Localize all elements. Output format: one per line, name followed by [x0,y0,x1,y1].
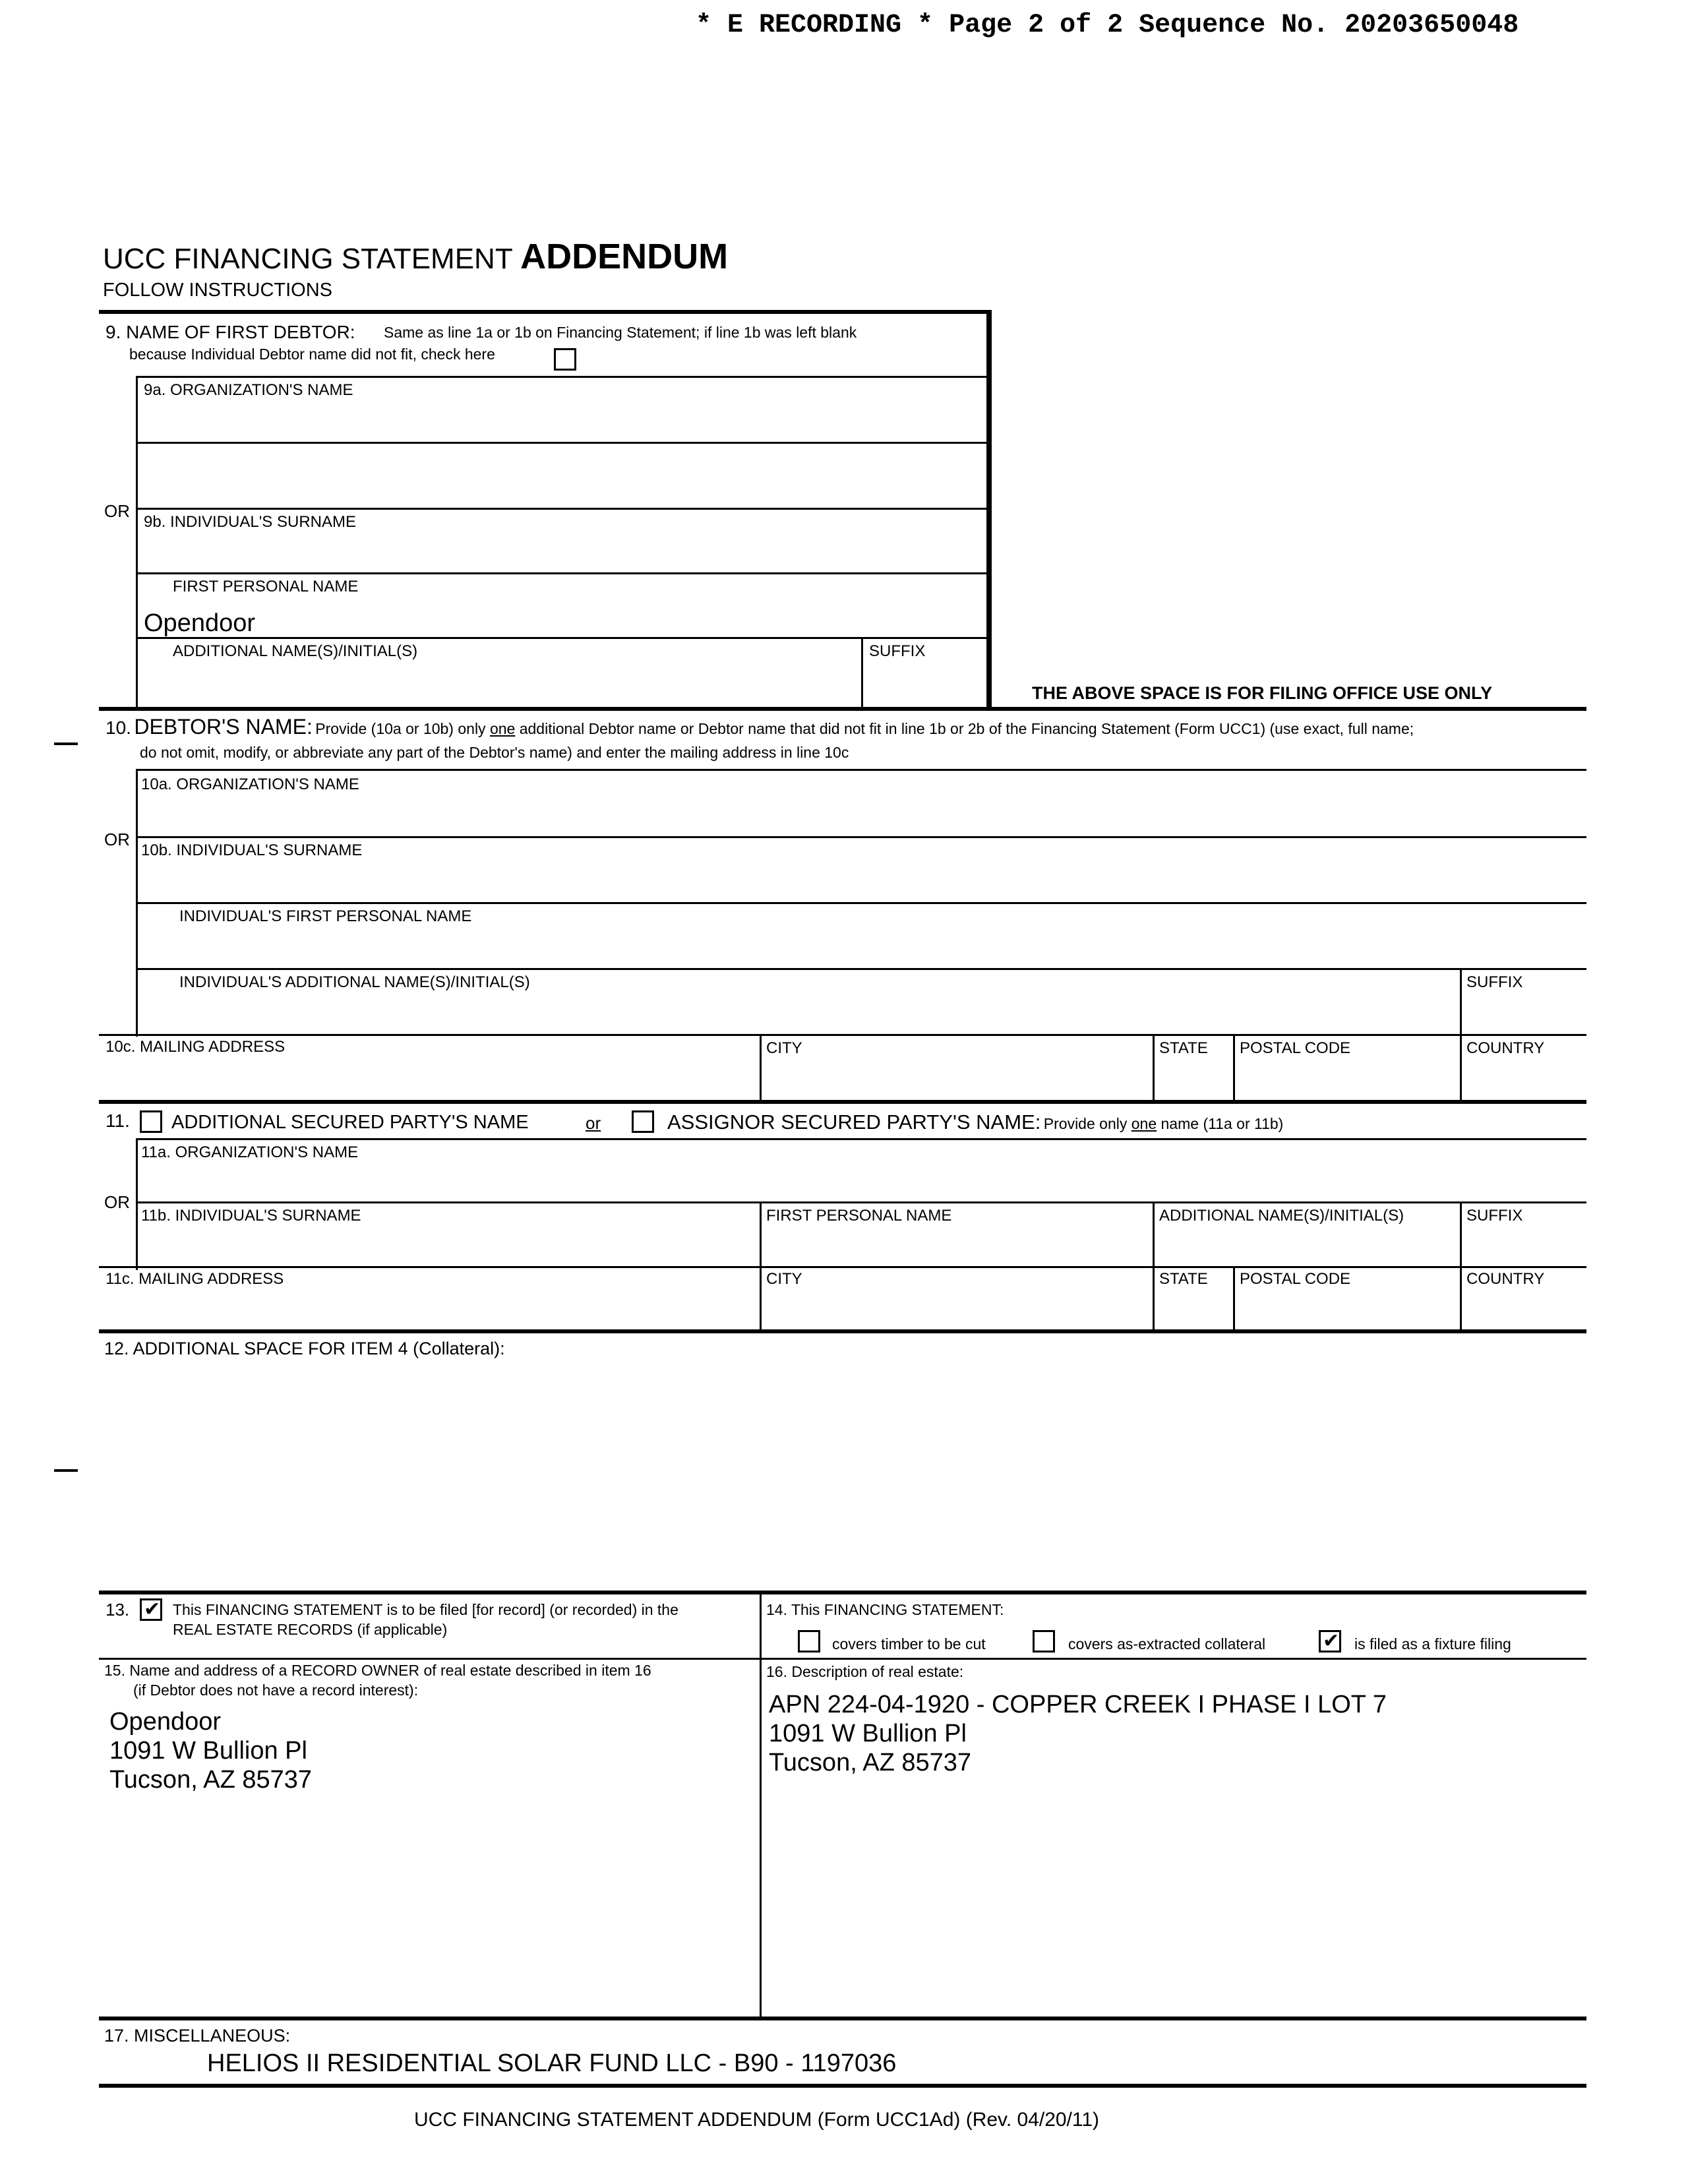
s10-title-line [106,715,1414,739]
s9-instructions-1: Same as line 1a or 1b on Financing Statement; if line 1b was left blank [384,324,857,341]
s11-top-rule [99,1100,1586,1104]
s11-postal-divider [1233,1266,1235,1332]
s10-rule-first [136,902,1586,904]
s15-top-rule [99,1658,1586,1660]
form-title-text: UCC FINANCING STATEMENT [103,243,512,275]
s11-state-divider [1153,1266,1155,1332]
s10-suffix-divider [1460,968,1462,1037]
s9-check-box[interactable] [554,348,576,371]
s13-real-estate-checkbox[interactable] [140,1598,162,1621]
s9-rule-9b [136,508,988,510]
s10-instr-b: additional Debtor name or Debtor name that did not fit in line 1b or 2b of the Financing Statement (Form UCC1) (use exact, full name; [515,720,1414,737]
s9-first-name-label: FIRST PERSONAL NAME [173,578,359,595]
s10-rule-10b [136,836,1586,838]
s10-state-label: STATE [1159,1039,1208,1057]
s10-country-divider [1460,1034,1462,1103]
s11-suffix-divider [1460,1201,1462,1267]
s11-state-label: STATE [1159,1270,1208,1288]
s10-or: OR [104,830,130,849]
s10-first-name-label: INDIVIDUAL'S FIRST PERSONAL NAME [179,907,472,925]
s17-top-rule [99,2017,1586,2020]
s11-instr-b: name (11a or 11b) [1157,1115,1284,1132]
s11a-label: 11a. ORGANIZATION'S NAME [141,1143,359,1161]
s11-additional-label: ADDITIONAL SECURED PARTY'S NAME [171,1112,529,1133]
s13-num: 13. [106,1600,130,1620]
s9-title: 9. NAME OF FIRST DEBTOR: [106,322,355,342]
s11-or: OR [104,1192,130,1212]
s10-num: 10. [106,717,131,738]
s12-title: 12. ADDITIONAL SPACE FOR ITEM 4 (Collateral): [104,1339,505,1358]
s10-country-label: COUNTRY [1466,1039,1545,1057]
s11-or-word: or [586,1113,601,1133]
s15-owner-line-2: 1091 W Bullion Pl [109,1737,307,1765]
s11-additional-name-label: ADDITIONAL NAME(S)/INITIAL(S) [1159,1207,1404,1225]
s11-left-rule [136,1138,138,1270]
s11-city-label: CITY [766,1270,802,1288]
s11-city-divider [760,1266,762,1332]
s9-suffix-label: SUFFIX [869,642,926,660]
s10-state-divider [1153,1034,1155,1103]
s10b-label: 10b. INDIVIDUAL'S SURNAME [141,841,363,859]
s11-assignor-checkbox[interactable] [632,1110,654,1133]
s10a-label: 10a. ORGANIZATION'S NAME [141,775,359,793]
s9-additional-label: ADDITIONAL NAME(S)/INITIAL(S) [173,642,418,660]
s10-suffix-label: SUFFIX [1466,973,1523,991]
s9-rule-mid [136,442,988,444]
s14-timber-checkbox[interactable] [798,1630,820,1653]
s11-first-name-label: FIRST PERSONAL NAME [766,1207,952,1225]
s11-num: 11. [106,1110,130,1131]
s9a-label: 9a. ORGANIZATION'S NAME [144,381,353,399]
s11-country-divider [1460,1266,1462,1332]
s11-rule-11c [99,1266,1586,1268]
s16-description-line-2: 1091 W Bullion Pl [769,1720,967,1747]
s11-rule-11a [136,1138,1586,1140]
s11-instr-one: one [1131,1115,1157,1132]
s14-extracted-label: covers as-extracted collateral [1068,1635,1266,1653]
follow-instructions: FOLLOW INSTRUCTIONS [103,280,333,301]
s11-rule-11b [136,1201,1586,1203]
s9-left-rule [136,376,138,707]
s17-value: HELIOS II RESIDENTIAL SOLAR FUND LLC - B90 - 1197036 [207,2049,897,2077]
s10-rule-10a [136,769,1586,771]
s11b-label: 11b. INDIVIDUAL'S SURNAME [141,1207,361,1225]
s10-instr-one: one [489,720,516,737]
s10-rule-10c [99,1034,1586,1036]
s13-top-rule [99,1591,1586,1594]
s15-owner-line-3: Tucson, AZ 85737 [109,1766,313,1794]
s10-postal-divider [1233,1034,1235,1103]
s17-bottom-rule [99,2084,1586,2088]
s9-rule-9a [136,376,988,378]
s16-title: 16. Description of real estate: [766,1663,964,1680]
s17-title: 17. MISCELLANEOUS: [104,2026,291,2046]
s11-assignor-label: ASSIGNOR SECURED PARTY'S NAME: [667,1110,1041,1134]
s10-additional-label: INDIVIDUAL'S ADDITIONAL NAME(S)/INITIAL(S) [179,973,530,991]
s10c-label: 10c. MAILING ADDRESS [106,1038,286,1056]
s9-first-name-value: Opendoor [144,609,256,637]
s13-line-2: REAL ESTATE RECORDS (if applicable) [173,1621,448,1638]
form-title [103,236,728,277]
s9-suffix-divider [861,637,863,707]
s10-rule-additional [136,968,1586,970]
s10-postal-label: POSTAL CODE [1240,1039,1351,1057]
s11-instr-line [667,1110,1283,1134]
s16-description-line-1: APN 224-04-1920 - COPPER CREEK I PHASE I LOT 7 [769,1691,1387,1718]
s10-city-divider [760,1034,762,1103]
s13-s14-divider [760,1591,762,2018]
s9-or: OR [104,501,130,521]
s16-description-line-3: Tucson, AZ 85737 [769,1749,972,1776]
s11-suffix-label: SUFFIX [1466,1207,1523,1225]
s11c-label: 11c. MAILING ADDRESS [106,1270,284,1288]
filing-office-note: THE ABOVE SPACE IS FOR FILING OFFICE USE ONLY [1032,683,1493,703]
s10-city-label: CITY [766,1039,802,1057]
s9-rule-first [136,572,988,574]
recording-header: * E RECORDING * Page 2 of 2 Sequence No. 20203650048 [696,11,1519,40]
s14-fixture-checkbox[interactable] [1319,1630,1341,1653]
s15-owner-line-1: Opendoor [109,1708,222,1736]
s15-title: 15. Name and address of a RECORD OWNER of real estate described in item 16 [104,1662,651,1679]
s11-additional-divider [1153,1201,1155,1267]
form-title-addendum: ADDENDUM [520,237,729,276]
s10-instructions-2: do not omit, modify, or abbreviate any part of the Debtor's name) and enter the mailing address in line 10c [140,744,849,761]
s15-subtitle: (if Debtor does not have a record interest): [133,1682,419,1699]
s11-first-divider [760,1201,762,1267]
s13-line-1: This FINANCING STATEMENT is to be filed [for record] (or recorded) in the [173,1601,678,1618]
s10-instr-a: Provide (10a or 10b) only [315,720,490,737]
s14-title: 14. This FINANCING STATEMENT: [766,1601,1004,1618]
margin-tick-2 [54,1469,78,1472]
s10-title: DEBTOR'S NAME: [134,715,313,739]
s9-instructions-2: because Individual Debtor name did not fit, check here [129,346,495,363]
s11-country-label: COUNTRY [1466,1270,1545,1288]
s9b-label: 9b. INDIVIDUAL'S SURNAME [144,513,356,531]
s9-rule-additional [136,637,988,639]
s11-instr-a: Provide only [1043,1115,1131,1132]
s9-top-rule [99,310,992,314]
s11-additional-checkbox[interactable] [140,1110,162,1133]
s14-fixture-label: is filed as a fixture filing [1354,1635,1511,1653]
margin-tick-1 [54,743,78,745]
form-footer: UCC FINANCING STATEMENT ADDENDUM (Form UCC1Ad) (Rev. 04/20/11) [414,2109,1100,2131]
s12-top-rule [99,1329,1586,1333]
s11-postal-label: POSTAL CODE [1240,1270,1351,1288]
s14-extracted-checkbox[interactable] [1033,1630,1055,1653]
s10-top-rule [99,707,1586,711]
s14-timber-label: covers timber to be cut [832,1635,986,1653]
